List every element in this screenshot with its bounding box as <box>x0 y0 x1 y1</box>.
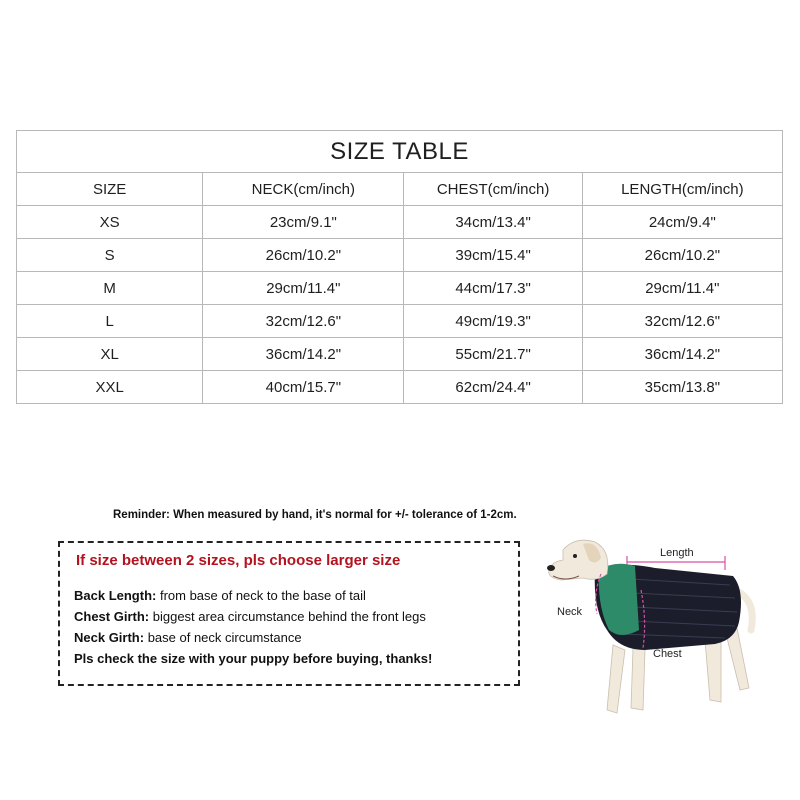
size-warning: If size between 2 sizes, pls choose larger size <box>76 552 401 569</box>
front-leg-right <box>631 648 645 710</box>
table-row <box>17 239 783 272</box>
length-label: Length <box>660 547 694 559</box>
length-cell: 24cm/9.4" <box>582 206 782 239</box>
chest-girth-line <box>74 606 432 627</box>
size-cell: M <box>17 272 203 305</box>
neck-cell: 36cm/14.2" <box>203 338 404 371</box>
neck-girth-line <box>74 627 432 648</box>
chest-cell: 39cm/15.4" <box>404 239 582 272</box>
measurement-reminder: Reminder: When measured by hand, it's normal for +/- tolerance of 1-2cm. <box>113 509 517 521</box>
header-chest: CHEST(cm/inch) <box>404 173 582 206</box>
measurement-definitions <box>74 585 432 669</box>
final-note-line <box>74 648 432 669</box>
neck-cell: 26cm/10.2" <box>203 239 404 272</box>
table-row <box>17 272 783 305</box>
size-table <box>16 130 783 404</box>
length-cell: 26cm/10.2" <box>582 239 782 272</box>
chest-girth-text: biggest area circumstance behind the front legs <box>149 609 426 624</box>
length-cell: 29cm/11.4" <box>582 272 782 305</box>
chest-girth-label: Chest Girth: <box>74 609 150 624</box>
size-cell: S <box>17 239 203 272</box>
final-note: Pls check the size with your puppy before buying, thanks! <box>74 651 433 666</box>
neck-girth-label: Neck Girth: <box>74 630 145 645</box>
header-size: SIZE <box>17 173 203 206</box>
length-cell: 35cm/13.8" <box>582 371 782 404</box>
neck-cell: 23cm/9.1" <box>203 206 404 239</box>
front-leg-left <box>607 645 625 713</box>
neck-label: Neck <box>557 606 583 618</box>
neck-cell: 40cm/15.7" <box>203 371 404 404</box>
back-length-text: from base of neck to the base of tail <box>156 588 366 603</box>
dog-measurement-diagram <box>535 530 775 725</box>
length-cell: 32cm/12.6" <box>582 305 782 338</box>
length-cell: 36cm/14.2" <box>582 338 782 371</box>
chest-cell: 55cm/21.7" <box>404 338 582 371</box>
header-row <box>17 173 783 206</box>
table-row <box>17 206 783 239</box>
neck-cell: 29cm/11.4" <box>203 272 404 305</box>
chest-label: Chest <box>653 648 682 660</box>
table-title: SIZE TABLE <box>17 131 783 173</box>
chest-cell: 62cm/24.4" <box>404 371 582 404</box>
dog-eye <box>573 554 577 558</box>
size-cell: XS <box>17 206 203 239</box>
chest-cell: 34cm/13.4" <box>404 206 582 239</box>
neck-girth-text: base of neck circumstance <box>144 630 302 645</box>
size-note-box <box>58 541 520 686</box>
chest-cell: 44cm/17.3" <box>404 272 582 305</box>
dog-nose <box>547 565 555 571</box>
header-neck: NECK(cm/inch) <box>203 173 404 206</box>
neck-cell: 32cm/12.6" <box>203 305 404 338</box>
hind-leg-left <box>705 640 721 702</box>
size-cell: L <box>17 305 203 338</box>
table-row <box>17 371 783 404</box>
back-length-label: Back Length: <box>74 588 157 603</box>
table-row <box>17 305 783 338</box>
size-cell: XL <box>17 338 203 371</box>
header-length: LENGTH(cm/inch) <box>582 173 782 206</box>
size-cell: XXL <box>17 371 203 404</box>
chest-cell: 49cm/19.3" <box>404 305 582 338</box>
back-length-line <box>74 585 432 606</box>
table-row <box>17 338 783 371</box>
